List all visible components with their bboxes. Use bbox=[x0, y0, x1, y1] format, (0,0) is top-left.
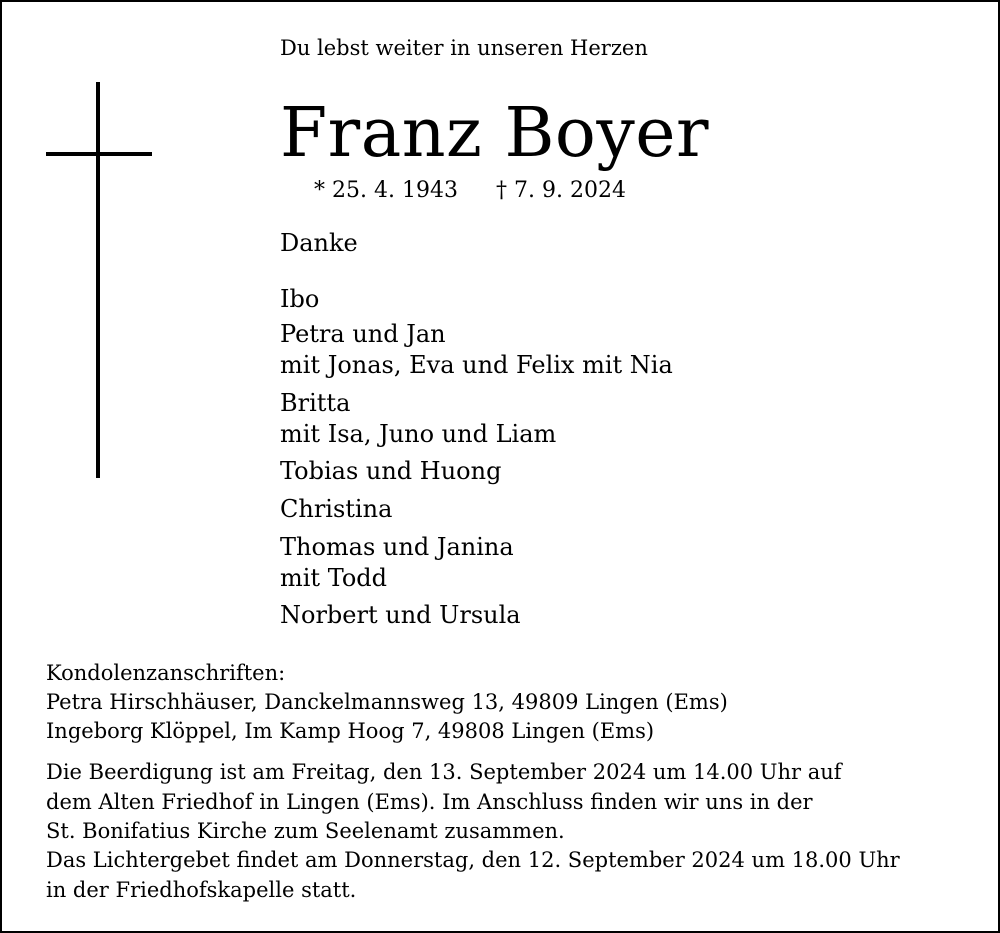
family-line: Norbert und Ursula bbox=[280, 601, 521, 629]
family-line: mit Todd bbox=[280, 564, 388, 592]
motto: Du lebst weiter in unseren Herzen bbox=[280, 36, 648, 60]
condolence-address: Petra Hirschhäuser, Danckelmannsweg 13, 49809 Lingen (Ems) bbox=[46, 690, 728, 714]
death-date: † 7. 9. 2024 bbox=[496, 178, 626, 203]
funeral-info bbox=[46, 758, 842, 847]
family-entry-thomas bbox=[280, 532, 514, 594]
cross-icon bbox=[96, 82, 100, 478]
family-line: Britta bbox=[280, 389, 351, 417]
vigil-line: Das Lichtergebet findet am Donnerstag, den 12. September 2024 um 18.00 Uhr bbox=[46, 848, 900, 872]
family-line: mit Jonas, Eva und Felix mit Nia bbox=[280, 351, 673, 379]
family-line: mit Isa, Juno und Liam bbox=[280, 420, 557, 448]
family-entry-norbert bbox=[280, 600, 521, 631]
condolence-block bbox=[46, 659, 728, 746]
family-entry-ibo bbox=[280, 284, 319, 315]
vigil-line: in der Friedhofskapelle statt. bbox=[46, 877, 357, 902]
family-entry-tobias bbox=[280, 456, 501, 487]
funeral-line: dem Alten Friedhof in Lingen (Ems). Im Anschluss finden wir uns in der bbox=[46, 789, 813, 814]
thanks-text: Danke bbox=[280, 229, 358, 257]
cross-icon-bar bbox=[46, 152, 152, 156]
funeral-line: St. Bonifatius Kirche zum Seelenamt zusammen. bbox=[46, 819, 565, 843]
family-line: Petra und Jan bbox=[280, 320, 446, 348]
condolence-heading: Kondolenzanschriften: bbox=[46, 661, 286, 685]
family-entry-christina bbox=[280, 494, 392, 525]
vigil-info bbox=[46, 846, 900, 905]
birth-date: * 25. 4. 1943 bbox=[314, 178, 458, 203]
family-line: Tobias und Huong bbox=[280, 457, 502, 485]
family-line: Thomas und Janina bbox=[280, 533, 514, 561]
deceased-name: Franz Boyer bbox=[280, 94, 710, 173]
family-line: Ibo bbox=[280, 285, 320, 313]
family-entry-petra bbox=[280, 319, 673, 381]
funeral-line: Die Beerdigung ist am Freitag, den 13. September 2024 um 14.00 Uhr auf bbox=[46, 760, 842, 784]
family-entry-britta bbox=[280, 388, 556, 450]
family-line: Christina bbox=[280, 495, 393, 523]
condolence-address: Ingeborg Klöppel, Im Kamp Hoog 7, 49808 Lingen (Ems) bbox=[46, 719, 655, 743]
